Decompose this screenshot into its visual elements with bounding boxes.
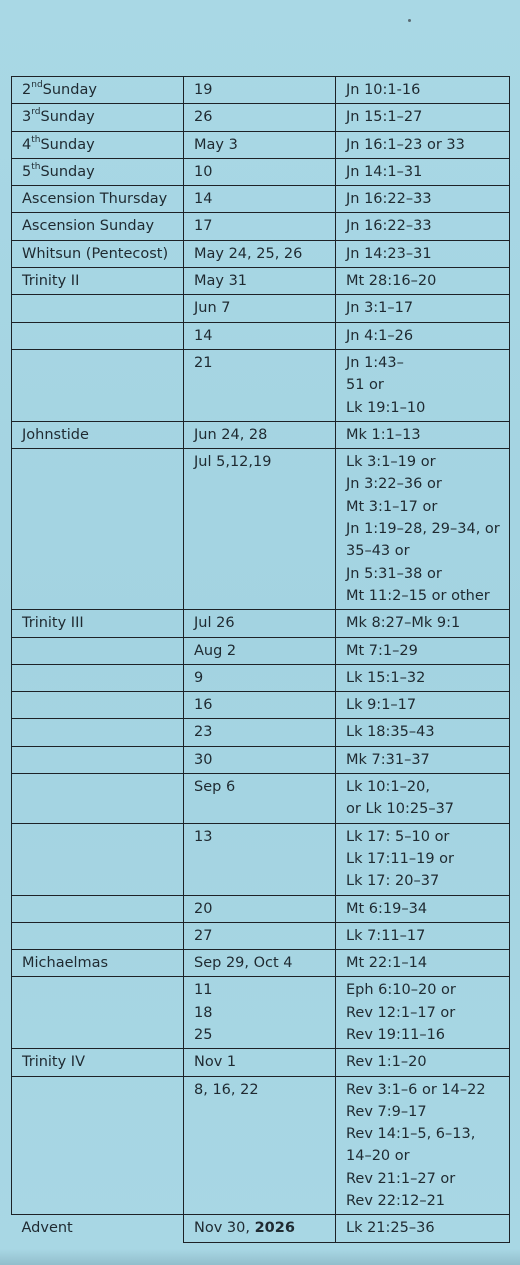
reading-cell [336, 1049, 510, 1076]
reading-cell [336, 664, 510, 691]
date-cell: Jul 5,12,19 [184, 449, 336, 610]
reading-line: Mk 8:27–Mk 9:1 [346, 615, 461, 632]
ordinal-number: 4 [22, 136, 32, 153]
reading-cell [336, 322, 510, 349]
reading-line: Lk 9:1–17 [346, 697, 417, 714]
reading-line: Mt 28:16–20 [346, 273, 437, 290]
reading-line: Jn 4:1–26 [346, 327, 414, 344]
table-row [12, 746, 510, 773]
occasion-cell: Michaelmas [12, 950, 184, 977]
reading-line: Mt 6:19–34 [346, 900, 428, 917]
date-cell: May 31 [184, 268, 336, 295]
occasion-label: Sunday [42, 82, 97, 98]
reading-line: Rev 21:1–27 or [346, 1170, 456, 1187]
reading-line: Lk 7:11–17 [346, 927, 426, 944]
date-cell: Jul 26 [184, 610, 336, 637]
reading-line: Jn 1:43– [346, 354, 404, 371]
table-row [12, 77, 510, 104]
reading-line: Mk 1:1–13 [346, 426, 421, 443]
reading-line: Rev 19:11–16 [346, 1026, 446, 1043]
ordinal-number: 5 [22, 163, 32, 180]
reading-line: Mt 22:1–14 [346, 955, 428, 972]
reading-line: Jn 3:22–36 or [346, 476, 442, 493]
date-cell: May 3 [184, 131, 336, 158]
reading-cell [336, 774, 510, 824]
occasion-cell: Trinity II [12, 268, 184, 295]
occasion-label: Sunday [40, 109, 95, 126]
table-row [12, 449, 510, 610]
reading-line: Eph 6:10–20 or [346, 982, 456, 999]
date-cell: 30 [184, 746, 336, 773]
reading-cell [336, 449, 510, 610]
date-line: 11 [194, 982, 213, 999]
reading-cell [336, 823, 510, 895]
reading-line: Lk 18:35–43 [346, 724, 435, 741]
reading-cell [336, 950, 510, 977]
reading-cell [336, 295, 510, 322]
occasion-cell: Whitsun (Pentecost) [12, 240, 184, 267]
reading-line: Rev 3:1–6 or 14–22 [346, 1081, 486, 1098]
date-cell [184, 1215, 336, 1242]
lectionary-table-body [12, 77, 510, 1243]
occasion-cell: Advent [12, 1215, 184, 1242]
ordinal-number: 2 [22, 82, 32, 98]
table-row [12, 268, 510, 295]
table-row [12, 295, 510, 322]
reading-line: or Lk 10:25–37 [346, 801, 455, 818]
occasion-cell [12, 774, 184, 824]
reading-cell [336, 1215, 510, 1242]
reading-line: 35–43 or [346, 543, 410, 560]
occasion-cell [12, 1076, 184, 1215]
table-row [12, 1215, 510, 1242]
reading-line: Jn 10:1-16 [346, 82, 421, 98]
date-cell: 19 [184, 77, 336, 104]
reading-line: Rev 12:1–17 or [346, 1004, 456, 1021]
reading-cell [336, 131, 510, 158]
reading-cell [336, 692, 510, 719]
reading-cell [336, 977, 510, 1049]
reading-line: Jn 16:22–33 [346, 218, 432, 235]
reading-line: Jn 1:19–28, 29–34, or [346, 521, 500, 538]
reading-line: Lk 17:11–19 or [346, 850, 455, 867]
reading-line: Rev 14:1–5, 6–13, [346, 1126, 476, 1143]
reading-cell [336, 77, 510, 104]
table-row [12, 240, 510, 267]
occasion-label: Sunday [40, 136, 95, 153]
date-cell: 20 [184, 895, 336, 922]
ordinal-suffix: nd [31, 80, 43, 91]
reading-line: Jn 16:22–33 [346, 191, 432, 208]
table-row [12, 774, 510, 824]
occasion-cell [12, 895, 184, 922]
reading-line: Lk 3:1–19 or [346, 454, 436, 471]
reading-cell [336, 1076, 510, 1215]
date-cell: Sep 29, Oct 4 [184, 950, 336, 977]
date-cell: 10 [184, 158, 336, 185]
ordinal-suffix: rd [31, 107, 41, 118]
table-row [12, 349, 510, 421]
table-row [12, 950, 510, 977]
table-row [12, 637, 510, 664]
table-row [12, 104, 510, 131]
reading-cell [336, 213, 510, 240]
date-cell: 9 [184, 664, 336, 691]
reading-line: Jn 14:1–31 [346, 163, 423, 180]
occasion-cell: Ascension Sunday [12, 213, 184, 240]
date-cell: May 24, 25, 26 [184, 240, 336, 267]
reading-line: Lk 17: 20–37 [346, 873, 440, 890]
table-row [12, 158, 510, 185]
occasion-cell [12, 977, 184, 1049]
reading-line: Mk 7:31–37 [346, 751, 430, 768]
reading-line: Jn 3:1–17 [346, 300, 414, 317]
date-cell: 21 [184, 349, 336, 421]
reading-line: Rev 1:1–20 [346, 1054, 427, 1071]
table-row [12, 692, 510, 719]
reading-cell [336, 922, 510, 949]
occasion-cell: Johnstide [12, 421, 184, 448]
reading-cell [336, 610, 510, 637]
table-row [12, 131, 510, 158]
ordinal-suffix: th [31, 134, 41, 145]
reading-line: Lk 15:1–32 [346, 669, 426, 686]
reading-line: Lk 17: 5–10 or [346, 828, 450, 845]
date-cell: 13 [184, 823, 336, 895]
reading-line: Rev 22:12–21 [346, 1193, 446, 1210]
table-row [12, 719, 510, 746]
date-line: 18 [194, 1004, 213, 1021]
reading-line: Lk 21:25–36 [346, 1220, 435, 1237]
date-cell: 23 [184, 719, 336, 746]
table-row [12, 1049, 510, 1076]
date-cell: Jun 24, 28 [184, 421, 336, 448]
date-cell: Nov 1 [184, 1049, 336, 1076]
occasion-label: Sunday [40, 163, 95, 180]
table-row [12, 895, 510, 922]
occasion-cell [12, 104, 184, 131]
table-row [12, 186, 510, 213]
date-text: Nov 30, [194, 1220, 255, 1237]
reading-line: Jn 15:1–27 [346, 109, 423, 126]
date-cell: 26 [184, 104, 336, 131]
occasion-cell [12, 295, 184, 322]
date-cell [184, 977, 336, 1049]
reading-cell [336, 268, 510, 295]
occasion-cell [12, 692, 184, 719]
date-cell: 27 [184, 922, 336, 949]
reading-line: Mt 7:1–29 [346, 642, 418, 659]
occasion-cell [12, 77, 184, 104]
reading-cell [336, 637, 510, 664]
date-cell: 14 [184, 186, 336, 213]
reading-line: Mt 11:2–15 or other [346, 587, 490, 604]
occasion-cell [12, 637, 184, 664]
date-cell: 14 [184, 322, 336, 349]
reading-line: Jn 14:23–31 [346, 245, 432, 262]
occasion-cell [12, 349, 184, 421]
reading-cell [336, 158, 510, 185]
occasion-cell: Ascension Thursday [12, 186, 184, 213]
ordinal-suffix: th [31, 162, 41, 173]
reading-line: Jn 5:31–38 or [346, 565, 442, 582]
date-cell: 8, 16, 22 [184, 1076, 336, 1215]
reading-line: Mt 3:1–17 or [346, 498, 438, 515]
table-row [12, 610, 510, 637]
reading-line: Jn 16:1–23 or 33 [346, 136, 465, 153]
table-row [12, 823, 510, 895]
reading-line: 51 or [346, 377, 384, 394]
paper-speck [408, 19, 411, 22]
occasion-cell [12, 158, 184, 185]
lectionary-table [11, 76, 510, 1243]
reading-cell [336, 186, 510, 213]
reading-cell [336, 746, 510, 773]
occasion-cell [12, 664, 184, 691]
reading-line: Rev 7:9–17 [346, 1103, 427, 1120]
date-cell: Sep 6 [184, 774, 336, 824]
table-row [12, 977, 510, 1049]
date-cell: 17 [184, 213, 336, 240]
table-row [12, 322, 510, 349]
occasion-cell: Trinity III [12, 610, 184, 637]
reading-cell [336, 240, 510, 267]
reading-cell [336, 719, 510, 746]
occasion-cell [12, 823, 184, 895]
reading-cell [336, 104, 510, 131]
reading-cell [336, 349, 510, 421]
occasion-cell [12, 449, 184, 610]
date-line: 25 [194, 1026, 213, 1043]
occasion-cell [12, 746, 184, 773]
table-row [12, 1076, 510, 1215]
date-cell: Jun 7 [184, 295, 336, 322]
card-bottom-edge [0, 1249, 520, 1265]
table-row [12, 922, 510, 949]
reading-line: Lk 10:1–20, [346, 779, 430, 796]
date-cell: Aug 2 [184, 637, 336, 664]
table-row [12, 421, 510, 448]
occasion-cell: Trinity IV [12, 1049, 184, 1076]
date-year: 2026 [254, 1220, 295, 1237]
occasion-cell [12, 719, 184, 746]
reading-cell [336, 895, 510, 922]
ordinal-number: 3 [22, 109, 32, 126]
table-row [12, 664, 510, 691]
occasion-cell [12, 131, 184, 158]
occasion-cell [12, 322, 184, 349]
reading-line: Lk 19:1–10 [346, 399, 426, 416]
occasion-cell [12, 922, 184, 949]
table-row [12, 213, 510, 240]
reading-line: 14–20 or [346, 1148, 410, 1165]
reading-cell [336, 421, 510, 448]
date-cell: 16 [184, 692, 336, 719]
